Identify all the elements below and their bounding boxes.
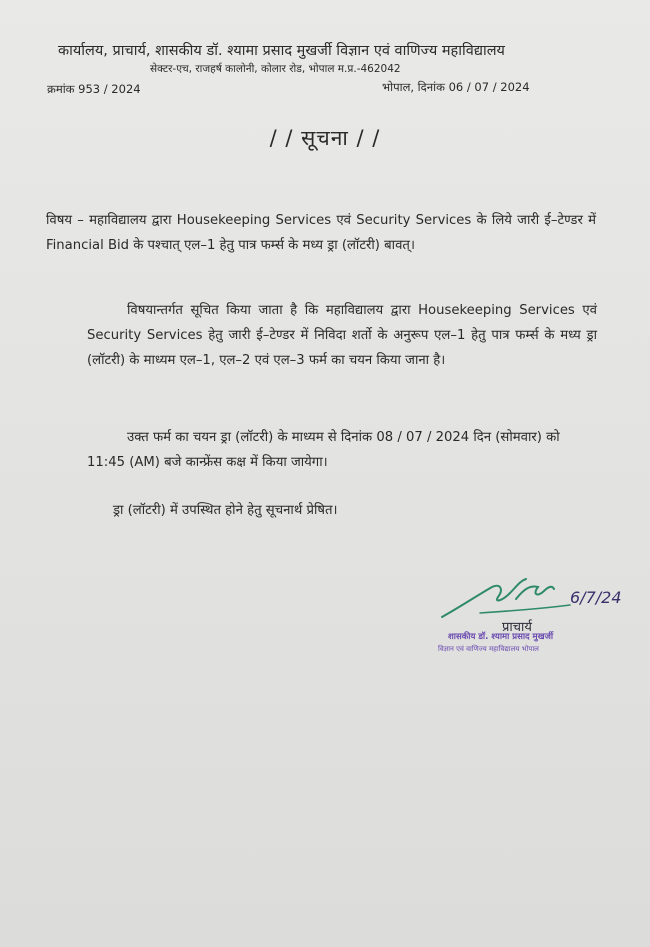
office-heading: कार्यालय, प्राचार्य, शासकीय डॉ. श्यामा प्रसाद मुखर्जी विज्ञान एवं वाणिज्य महाविद्यालय [58, 43, 505, 59]
svg-text:6/7/24: 6/7/24 [570, 588, 622, 607]
place-date: भोपाल, दिनांक 06 / 07 / 2024 [382, 80, 530, 94]
signature-block [420, 565, 630, 665]
reference-number: क्रमांक 953 / 2024 [47, 82, 141, 96]
notice-paragraph-3: ड्रा (लॉटरी) में उपस्थित होने हेतु सूचनार्थ प्रेषित। [113, 503, 338, 518]
notice-paragraph-1: विषयान्तर्गत सूचित किया जाता है कि महाविद्यालय द्वारा Housekeeping Services एवं Security Services हेतु जारी ई–टेण्डर में निविदा शर्तो के अनुरूप एल–1 हेतु पात्र फर्म्स के मध्य ड्रा (लॉटरी) के माध्यम एल–1, एल–2 एवं एल–3 फर्म का चयन किया जाना है। [87, 303, 597, 368]
notice-subject: विषय – महाविद्यालय द्वारा Housekeeping Services एवं Security Services के लिये जारी ई–टेण्डर में Financial Bid के पश्चात् एल–1 हेतु पात्र फर्म्स के मध्य ड्रा (लॉटरी) बावत्। [46, 213, 596, 253]
designation: प्राचार्य [502, 620, 532, 635]
stamp-line-1: शासकीय डॉ. श्यामा प्रसाद मुखर्जी [448, 632, 554, 642]
notice-paragraph-2: उक्त फर्म का चयन ड्रा (लॉटरी) के माध्यम से दिनांक 08 / 07 / 2024 दिन (सोमवार) को 11:45 (AM) बजे कान्फ्रेंस कक्ष में किया जायेगा। [87, 430, 560, 470]
office-address: सेक्टर-एच, राजहर्ष कालोनी, कोलार रोड, भोपाल म.प्र.-462042 [150, 63, 401, 75]
notice-title: / / सूचना / / [269, 126, 381, 150]
stamp-line-2: विज्ञान एवं वाणिज्य महाविद्यालय भोपाल [438, 645, 539, 653]
